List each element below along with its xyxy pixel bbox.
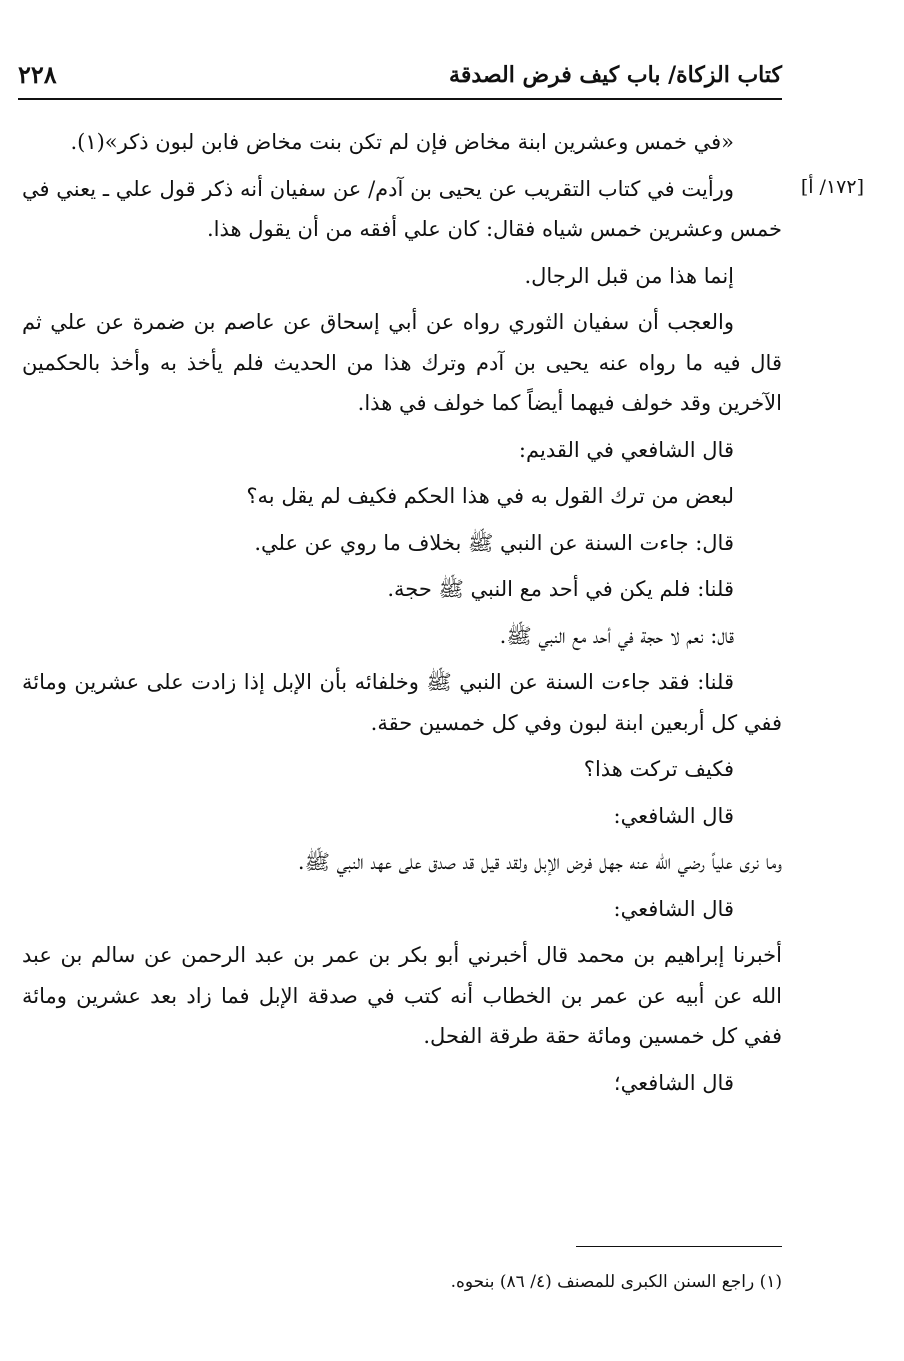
paragraph: قال الشافعي:: [613, 896, 734, 921]
paragraph: لبعض من ترك القول به في هذا الحكم فكيف لم يقل به؟: [246, 484, 734, 508]
paragraph: فكيف تركت هذا؟: [583, 757, 734, 781]
running-title: كتاب الزكاة/ باب كيف فرض الصدقة: [449, 62, 782, 88]
paragraph: قلنا: فلم يكن في أحد مع النبي ﷺ حجة.: [387, 577, 734, 601]
paragraph: قلنا: فقد جاءت السنة عن النبي ﷺ وخلفائه بأن الإبل إذا زادت على عشرين ومائة ففي كل أربعين ابنة لبون وفي كل خمسين حقة.: [22, 670, 782, 735]
paragraph: قال: نعم لا حجة في أحد مع النبي ﷺ.: [499, 623, 734, 648]
paragraph: قال الشافعي في القديم:: [518, 437, 734, 462]
paragraph: وما نرى علياً رضي الله عنه جهل فرض الإبل ولقد قيل قد صدق على عهد النبي ﷺ.: [297, 850, 782, 874]
header-rule: [18, 98, 782, 100]
paragraph: قال الشافعي؛: [613, 1070, 734, 1095]
main-text: [22, 122, 782, 1109]
footnote-rule: [576, 1246, 782, 1247]
paragraph: إنما هذا من قبل الرجال.: [524, 263, 734, 288]
paragraph: قال: جاءت السنة عن النبي ﷺ بخلاف ما روي عن علي.: [254, 530, 734, 555]
margin-folio-note: [١٧٢/ أ]: [800, 176, 864, 198]
paragraph: ورأيت في كتاب التقريب عن يحيى بن آدم/ عن سفيان أنه ذكر قول علي ـ يعني في خمس وعشرين خمس شياه فقال: كان علي أفقه من أن يقول هذا.: [22, 176, 782, 241]
page-header: [18, 58, 782, 98]
footnote: (١) راجع السنن الكبرى للمصنف (٤/ ٨٦) بنحوه.: [450, 1272, 782, 1292]
paragraph: أخبرنا إبراهيم بن محمد قال أخبرني أبو بكر بن عمر بن عبد الرحمن عن سالم بن عبد الله عن أبيه عن عمر بن الخطاب أنه كتب في صدقة الإبل فما زاد بعد عشرين ومائة ففي كل خمسين ومائة حقة طرقة الفحل.: [22, 943, 782, 1048]
paragraph: قال الشافعي:: [613, 803, 734, 828]
paragraph: «في خمس وعشرين ابنة مخاض فإن لم تكن بنت مخاض فابن لبون ذكر»(١).: [70, 130, 734, 154]
paragraph: والعجب أن سفيان الثوري رواه عن أبي إسحاق عن عاصم بن ضمرة عن علي ثم قال فيه ما رواه عنه يحيى بن آدم وترك هذا من الحديث فلم يأخذ به وأخذ بالحكمين الآخرين وقد خولف فيهما أيضاً كما خولف في هذا.: [22, 310, 782, 415]
page-number: ٢٢٨: [18, 60, 57, 89]
